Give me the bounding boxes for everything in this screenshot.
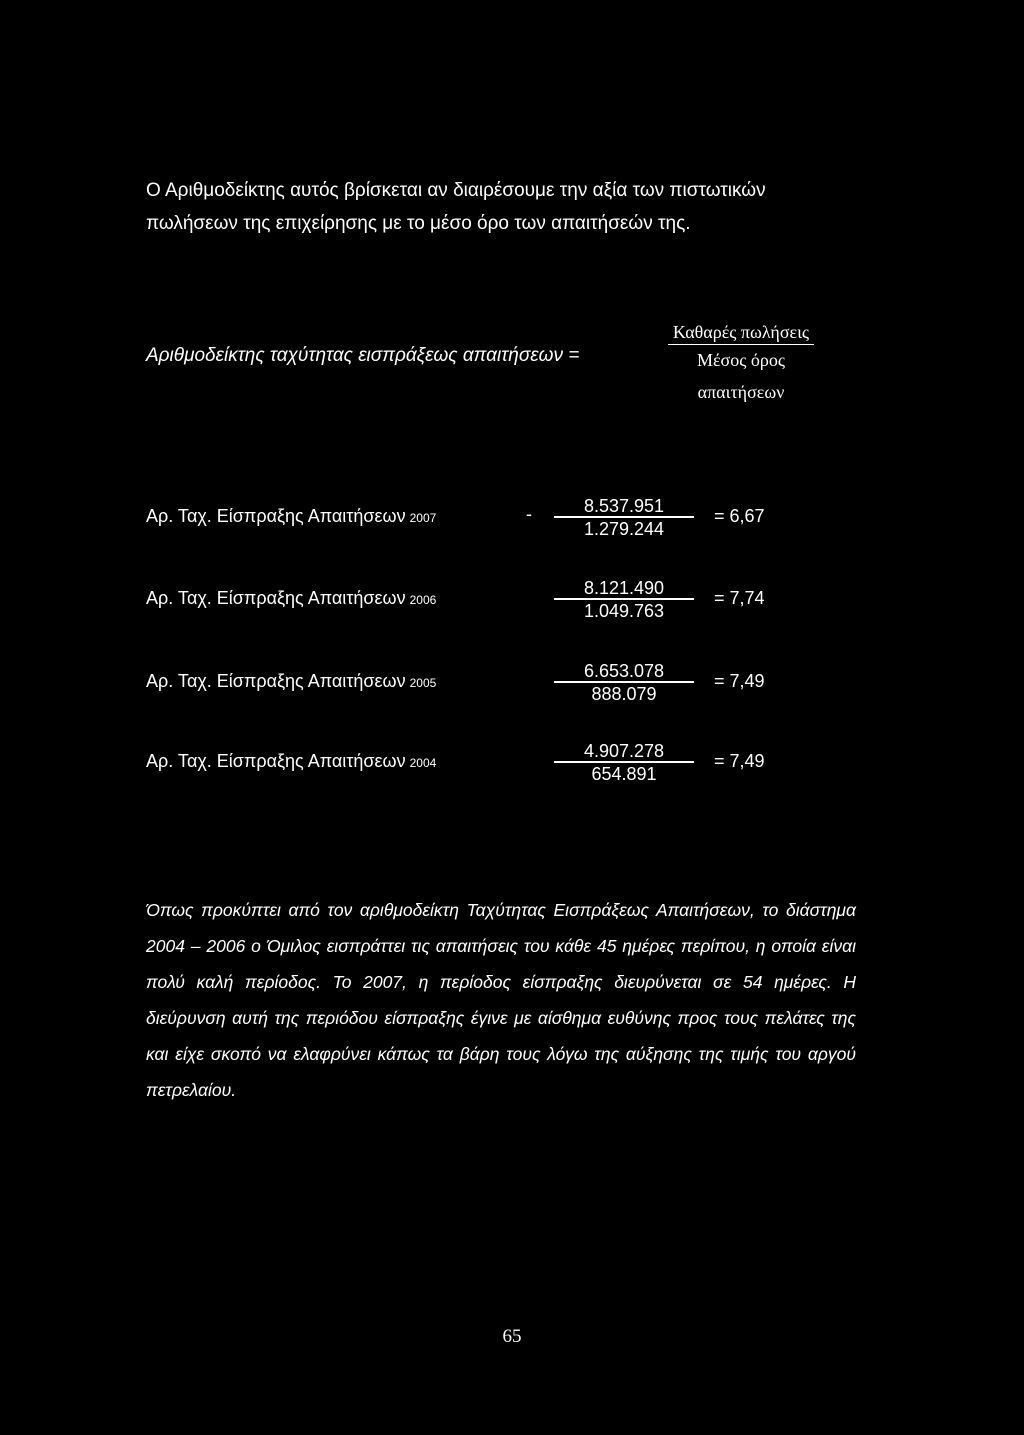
ratio-row-2007 xyxy=(146,496,846,546)
ratio-year: 2007 xyxy=(409,511,437,525)
intro-line-2: πωλήσεων της επιχείρησης με το μέσο όρο των απαιτήσεών της. xyxy=(146,213,691,234)
ratio-label: Αρ. Ταχ. Είσπραξης Απαιτήσεων 2005 xyxy=(146,671,437,691)
ratio-fraction xyxy=(554,578,694,622)
ratio-result: = 7,49 xyxy=(714,671,765,691)
ratio-denominator: 888.079 xyxy=(591,684,657,704)
ratio-fraction xyxy=(554,661,694,705)
ratio-row-2005 xyxy=(146,661,846,711)
ratio-denominator: 654.891 xyxy=(591,764,657,784)
ratio-label: Αρ. Ταχ. Είσπραξης Απαιτήσεων 2007 xyxy=(146,506,437,526)
ratio-denominator: 1.049.763 xyxy=(583,601,665,621)
ratio-fraction xyxy=(554,496,694,540)
conclusion-paragraph xyxy=(146,892,856,1108)
ratio-row-2004 xyxy=(146,741,846,791)
page-number: 65 xyxy=(502,1326,522,1347)
formula-numerator: Καθαρές πωλήσεις xyxy=(672,322,810,342)
ratio-year: 2004 xyxy=(409,756,437,770)
formula-denominator-line-1: Μέσος όρος xyxy=(696,350,785,370)
ratio-denominator: 1.279.244 xyxy=(583,519,665,539)
intro-line-1: Ο Αριθμοδείκτης αυτός βρίσκεται αν διαιρέσουμε την αξία των πιστωτικών xyxy=(146,180,766,201)
ratio-result: = 7,49 xyxy=(714,751,765,771)
formula-fraction xyxy=(666,320,816,405)
formula-label: Αριθμοδείκτης ταχύτητας εισπράξεως απαιτήσεων = xyxy=(146,345,580,366)
ratio-fraction xyxy=(554,741,694,785)
ratio-row-2006 xyxy=(146,578,846,628)
ratio-label: Αρ. Ταχ. Είσπραξης Απαιτήσεων 2004 xyxy=(146,751,437,771)
ratio-result: = 6,67 xyxy=(714,506,765,526)
ratio-year: 2006 xyxy=(409,593,437,607)
ratio-numerator: 6.653.078 xyxy=(583,661,665,681)
formula-denominator-line-2: απαιτήσεων xyxy=(697,382,785,402)
ratio-numerator: 4.907.278 xyxy=(583,741,665,761)
ratio-numerator: 8.537.951 xyxy=(583,496,665,516)
ratio-result: = 7,74 xyxy=(714,588,765,608)
ratio-year: 2005 xyxy=(409,676,437,690)
ratio-dash: - xyxy=(526,504,532,524)
intro-paragraph xyxy=(146,174,766,240)
ratio-label: Αρ. Ταχ. Είσπραξης Απαιτήσεων 2006 xyxy=(146,588,437,608)
conclusion-text: Όπως προκύπτει από τον αριθμοδείκτη Ταχύτητας Εισπράξεως Απαιτήσεων, το διάστημα 2004 – 2006 ο Όμιλος εισπράττει τις απαιτήσεις του κάθε 45 ημέρες περίπου, η οποία είναι πολύ καλή περίοδος. Το 2007, η περίοδος είσπραξης διευρύνεται σε 54 ημέρες. Η διεύρυνση αυτή της περιόδου είσπραξης έγινε με αίσθημα ευθύνης προς τους πελάτες της και είχε σκοπό να ελαφρύνει κάπως τα βάρη τους λόγω της αύξησης της τιμής του αργού πετρελαίου. xyxy=(146,900,856,1100)
fraction-bar xyxy=(668,344,814,345)
ratio-numerator: 8.121.490 xyxy=(583,578,665,598)
